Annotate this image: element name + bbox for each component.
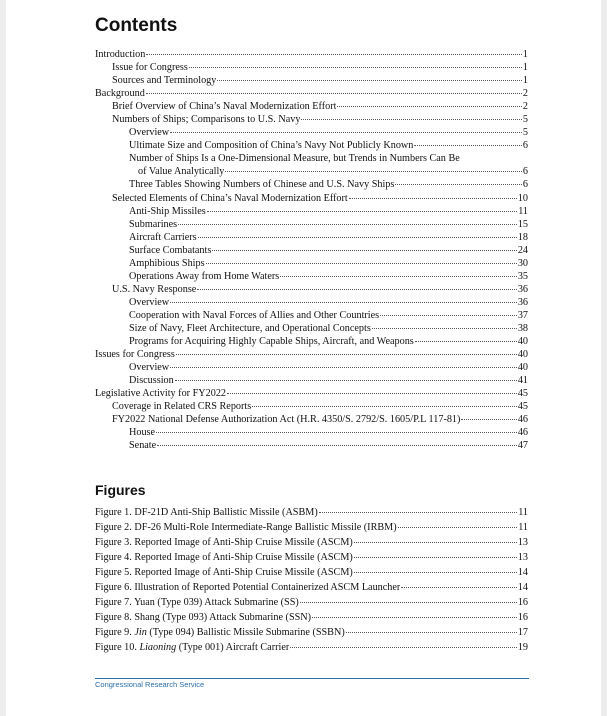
toc-entry-title: Discussion (129, 375, 174, 387)
figure-entry[interactable] (95, 580, 528, 595)
toc-entry-title: Legislative Activity for FY2022 (95, 388, 227, 400)
dot-leader (225, 171, 522, 172)
dot-leader (337, 106, 521, 107)
toc-entry-title: Size of Navy, Fleet Architecture, and Operational Concepts (129, 322, 371, 334)
dot-leader (372, 328, 517, 329)
figure-entry[interactable] (95, 550, 528, 565)
contents-heading: Contents (95, 15, 178, 36)
toc-entry[interactable] (95, 270, 528, 283)
figure-title-italic: Jin (134, 627, 147, 638)
document-page (6, 0, 601, 716)
toc-page-number: 45 (517, 401, 528, 413)
toc-page-number: 5 (522, 127, 528, 139)
dot-leader (170, 132, 522, 133)
footer-text: Congressional Research Service (95, 680, 205, 689)
figure-title-text: (Type 094) Ballistic Missile Submarine (SSBN) (146, 627, 345, 638)
toc-entry-title: Introduction (95, 49, 146, 60)
toc-entry[interactable] (95, 374, 528, 387)
toc-entry-title: Cooperation with Naval Forces of Allies and Other Countries (129, 309, 380, 321)
toc-entry-title: Anti-Ship Missiles (129, 205, 206, 217)
toc-page-number: 6 (522, 179, 528, 191)
toc-page-number: 6 (522, 166, 528, 178)
toc-entry[interactable] (95, 231, 528, 244)
figure-entry[interactable] (95, 595, 528, 610)
figure-page-number: 14 (517, 567, 528, 578)
toc-entry-title: FY2022 National Defense Authorization Act (H.R. 4350/S. 2792/S. 1605/P.L 117-81) (112, 414, 461, 426)
toc-page-number: 18 (517, 231, 528, 243)
toc-page-number: 40 (517, 362, 528, 374)
toc-entry-title: Senate (129, 440, 157, 452)
dot-leader (349, 198, 517, 199)
toc-entry-title: Overview (129, 362, 170, 374)
toc-entry[interactable] (95, 178, 528, 191)
toc-entry-title: Sources and Terminology (112, 75, 217, 87)
figure-page-number: 14 (517, 582, 528, 593)
figure-entry[interactable] (95, 565, 528, 580)
toc-entry[interactable] (95, 205, 528, 218)
toc-entry-title: Background (95, 88, 145, 100)
figure-title-text: Figure 1. DF-21D Anti-Ship Ballistic Missile (ASBM) (95, 507, 318, 518)
figure-entry-title (95, 580, 400, 595)
footer-rule (95, 678, 529, 679)
figure-title-text: Figure 9. (95, 627, 135, 638)
dot-leader (354, 542, 517, 543)
toc-entry-title: Surface Combatants (129, 244, 212, 256)
toc-entry[interactable] (95, 139, 528, 152)
dot-leader (290, 647, 517, 648)
contents-list (95, 48, 528, 452)
figure-entry-title (95, 565, 353, 580)
toc-page-number: 40 (517, 336, 528, 348)
figure-page-number: 19 (517, 642, 528, 653)
toc-entry[interactable] (95, 413, 528, 426)
toc-entry-title: Three Tables Showing Numbers of Chinese and U.S. Navy Ships (129, 179, 395, 191)
figure-title-text: Figure 4. Reported Image of Anti-Ship Cruise Missile (ASCM) (95, 552, 353, 563)
toc-entry-title: Selected Elements of China’s Naval Modernization Effort (112, 192, 348, 204)
toc-page-number: 40 (517, 349, 528, 361)
toc-entry-title-cont: of Value Analytically (138, 166, 225, 178)
dot-leader (156, 432, 517, 433)
figure-page-number: 16 (517, 612, 528, 623)
figures-heading: Figures (95, 482, 146, 498)
figure-entry-title (95, 595, 299, 610)
toc-page-number: 46 (517, 427, 528, 439)
toc-entry-title: Amphibious Ships (129, 257, 205, 269)
toc-entry-title: Numbers of Ships; Comparisons to U.S. Navy (112, 114, 301, 126)
toc-page-number: 15 (517, 218, 528, 230)
toc-entry[interactable] (95, 48, 528, 61)
toc-page-number: 45 (517, 388, 528, 400)
toc-page-number: 36 (517, 283, 528, 295)
figure-title-text: Figure 3. Reported Image of Anti-Ship Cruise Missile (ASCM) (95, 537, 353, 548)
figure-page-number: 11 (518, 507, 528, 518)
toc-entry-title: Brief Overview of China’s Naval Modernization Effort (112, 101, 337, 113)
figure-entry-title (95, 610, 311, 625)
toc-entry[interactable] (95, 296, 528, 309)
dot-leader (380, 315, 517, 316)
dot-leader (398, 527, 518, 528)
figure-entry[interactable] (95, 640, 528, 655)
figure-entry[interactable] (95, 505, 528, 520)
toc-entry-title: Programs for Acquiring Highly Capable Ships, Aircraft, and Weapons (129, 336, 414, 348)
toc-page-number: 11 (518, 205, 528, 217)
toc-page-number: 6 (522, 140, 528, 152)
dot-leader (300, 602, 517, 603)
toc-page-number: 41 (517, 375, 528, 387)
dot-leader (146, 93, 522, 94)
dot-leader (212, 250, 516, 251)
toc-page-number: 1 (522, 49, 528, 60)
toc-entry[interactable] (95, 87, 528, 100)
toc-entry-title: Overview (129, 127, 170, 139)
figure-title-text: Figure 2. DF-26 Multi-Role Intermediate-Range Ballistic Missile (IRBM) (95, 522, 397, 533)
toc-entry-title: Overview (129, 296, 170, 308)
toc-page-number: 2 (522, 101, 528, 113)
dot-leader (319, 512, 517, 513)
toc-page-number: 38 (517, 322, 528, 334)
dot-leader (354, 572, 517, 573)
figure-page-number: 13 (517, 537, 528, 548)
toc-page-number: 36 (517, 296, 528, 308)
dot-leader (415, 341, 517, 342)
dot-leader (252, 406, 517, 407)
dot-leader (395, 184, 522, 185)
dot-leader (206, 263, 517, 264)
toc-page-number: 37 (517, 309, 528, 321)
toc-entry[interactable] (95, 348, 528, 361)
figure-entry-title (95, 535, 353, 550)
figure-title-text: Figure 8. Shang (Type 093) Attack Submarine (SSN) (95, 612, 312, 623)
toc-entry-title: Operations Away from Home Waters (129, 270, 280, 282)
toc-entry[interactable] (95, 244, 528, 257)
toc-entry[interactable] (95, 192, 528, 205)
figure-title-text: (Type 001) Aircraft Carrier (176, 642, 290, 653)
toc-entry[interactable] (95, 309, 528, 322)
dot-leader (197, 289, 516, 290)
toc-entry-title: Coverage in Related CRS Reports (112, 401, 252, 413)
dot-leader (176, 354, 517, 355)
dot-leader (198, 237, 517, 238)
toc-entry-title: Ultimate Size and Composition of China’s Navy Not Publicly Known (129, 140, 414, 152)
toc-entry[interactable] (95, 218, 528, 231)
dot-leader (312, 617, 517, 618)
toc-entry-title: Submarines (129, 218, 178, 230)
dot-leader (207, 211, 517, 212)
toc-page-number: 24 (517, 244, 528, 256)
figure-entry-title (95, 625, 345, 640)
figure-entry-title (95, 550, 353, 565)
toc-page-number: 5 (522, 114, 528, 126)
dot-leader (189, 67, 522, 68)
toc-entry[interactable] (95, 361, 528, 374)
toc-entry[interactable] (95, 426, 528, 439)
toc-entry[interactable] (95, 439, 528, 452)
dot-leader (178, 224, 517, 225)
toc-entry-title: U.S. Navy Response (112, 283, 197, 295)
figures-list (95, 505, 528, 655)
dot-leader (401, 587, 517, 588)
figure-entry[interactable] (95, 625, 528, 640)
dot-leader (280, 276, 517, 277)
figure-page-number: 11 (518, 522, 528, 533)
toc-entry-title: Number of Ships Is a One-Dimensional Measure, but Trends in Numbers Can Be (129, 153, 460, 165)
figure-page-number: 16 (517, 597, 528, 608)
dot-leader (346, 632, 517, 633)
figure-entry-title (95, 505, 318, 520)
dot-leader (157, 445, 517, 446)
toc-entry[interactable] (95, 152, 528, 178)
toc-entry[interactable] (95, 335, 528, 348)
toc-entry[interactable] (95, 61, 528, 74)
toc-page-number: 30 (517, 257, 528, 269)
toc-page-number: 1 (522, 75, 528, 87)
figure-entry[interactable] (95, 520, 528, 535)
figure-page-number: 13 (517, 552, 528, 563)
toc-page-number: 46 (517, 414, 528, 426)
toc-entry[interactable] (95, 322, 528, 335)
toc-entry-title: Aircraft Carriers (129, 231, 197, 243)
dot-leader (146, 54, 522, 55)
toc-entry[interactable] (95, 113, 528, 126)
dot-leader (170, 367, 517, 368)
toc-entry-title: House (129, 427, 156, 439)
toc-entry-title: Issues for Congress (95, 349, 175, 361)
toc-page-number: 35 (517, 270, 528, 282)
dot-leader (227, 393, 517, 394)
toc-page-number: 10 (517, 192, 528, 204)
toc-page-number: 1 (522, 62, 528, 74)
figure-title-text: Figure 7. Yuan (Type 039) Attack Submarine (SS) (95, 597, 299, 608)
dot-leader (414, 145, 522, 146)
dot-leader (301, 119, 521, 120)
figure-entry[interactable] (95, 535, 528, 550)
toc-entry[interactable] (95, 400, 528, 413)
figure-entry-title (95, 640, 289, 655)
toc-entry-title: Issue for Congress (112, 62, 188, 74)
dot-leader (217, 80, 522, 81)
dot-leader (461, 419, 516, 420)
figure-page-number: 17 (517, 627, 528, 638)
toc-entry[interactable] (95, 257, 528, 270)
figure-title-text: Figure 10. (95, 642, 140, 653)
dot-leader (175, 380, 517, 381)
figure-title-text: Figure 5. Reported Image of Anti-Ship Cruise Missile (ASCM) (95, 567, 353, 578)
toc-entry[interactable] (95, 387, 528, 400)
toc-entry[interactable] (95, 100, 528, 113)
toc-entry[interactable] (95, 126, 528, 139)
dot-leader (170, 302, 517, 303)
dot-leader (354, 557, 517, 558)
toc-entry[interactable] (95, 74, 528, 87)
figure-entry-title (95, 520, 397, 535)
toc-entry[interactable] (95, 283, 528, 296)
figure-entry[interactable] (95, 610, 528, 625)
toc-page-number: 2 (522, 88, 528, 100)
figure-title-italic: Liaoning (139, 642, 177, 653)
toc-page-number: 47 (517, 440, 528, 452)
figure-title-text: Figure 6. Illustration of Reported Potential Containerized ASCM Launcher (95, 582, 401, 593)
